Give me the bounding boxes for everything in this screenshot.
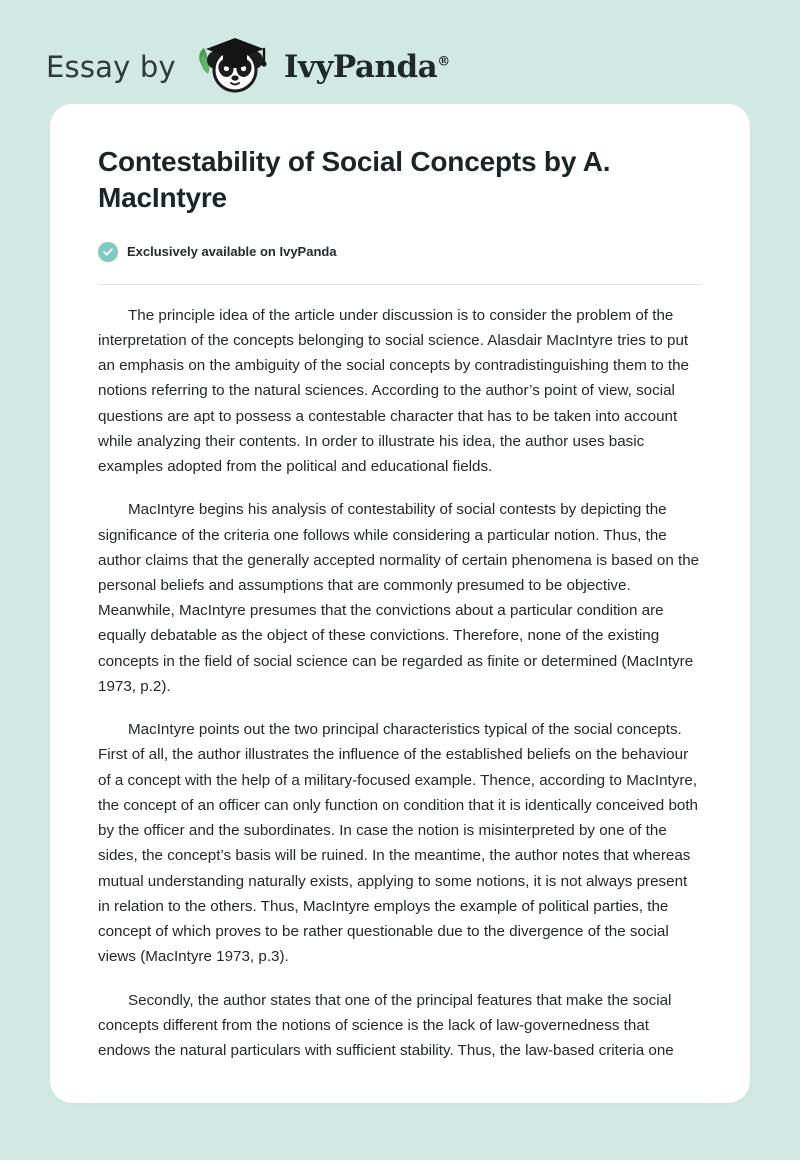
site-header <box>0 0 800 96</box>
brand-logo[interactable] <box>192 36 450 98</box>
paragraph: The principle idea of the article under discussion is to consider the problem of the interpretation of the concepts belonging to social science. Alasdair MacIntyre tries to put an emphasis on the ambiguity of the social concepts by contradistinguishing them to the notions referring to the natural sciences. According to the author’s point of view, social questions are apt to possess a contestable character that has to be taken into account while analyzing their contents. In order to illustrate his idea, the author uses basic examples adopted from the political and educational fields. <box>98 306 689 476</box>
essay-by-label: Essay by <box>46 50 176 84</box>
status-badge <box>98 242 702 262</box>
brand-name <box>284 49 450 85</box>
paragraph: MacIntyre points out the two principal characteristics typical of the social concepts. First of all, the author illustrates the influence of the established beliefs on the behaviour of a concept with the help of a military-focused example. Thence, according to MacIntyre, the concept of an officer can only function on condition that it is identically conceived both by the officer and the subordinates. In case the notion is misinterpreted by one of the sides, the concept’s basis will be ruined. In the meantime, the author notes that whereas mutual understanding naturally exists, applying to some notions, it is not always present in relation to the others. Thus, MacIntyre employs the example of political parties, the concept of which proves to be rather questionable due to the divergence of the social views (MacIntyre 1973, p.3). <box>98 721 699 966</box>
brand-registered-mark: ® <box>437 54 450 70</box>
essay-body <box>98 303 702 1064</box>
check-circle-icon <box>98 242 118 262</box>
paragraph: Secondly, the author states that one of the principal features that make the social concepts different from the notions of science is the lack of law-governedness that endows the natural particulars with sufficient stability. Thus, the law-based criteria one <box>98 991 674 1059</box>
title-divider <box>98 284 702 285</box>
paragraph: MacIntyre begins his analysis of contestability of social contests by depicting the significance of the criteria one follows while considering a particular notion. Thus, the author claims that the generally accepted normality of certain phenomena is based on the personal beliefs and assumptions that are commonly presumed to be objective. Meanwhile, MacIntyre presumes that the convictions about a particular condition are equally debatable as the object of these convictions. Therefore, none of the existing concepts in the field of social science can be regarded as finite or determined (MacIntyre 1973, p.2). <box>98 501 700 695</box>
page-title: Contestability of Social Concepts by A. MacIntyre <box>98 146 611 213</box>
status-badge-label: Exclusively available on IvyPanda <box>127 244 337 260</box>
essay-card <box>50 104 750 1103</box>
panda-graduate-icon <box>192 36 278 98</box>
brand-name-text: IvyPanda <box>283 49 438 85</box>
